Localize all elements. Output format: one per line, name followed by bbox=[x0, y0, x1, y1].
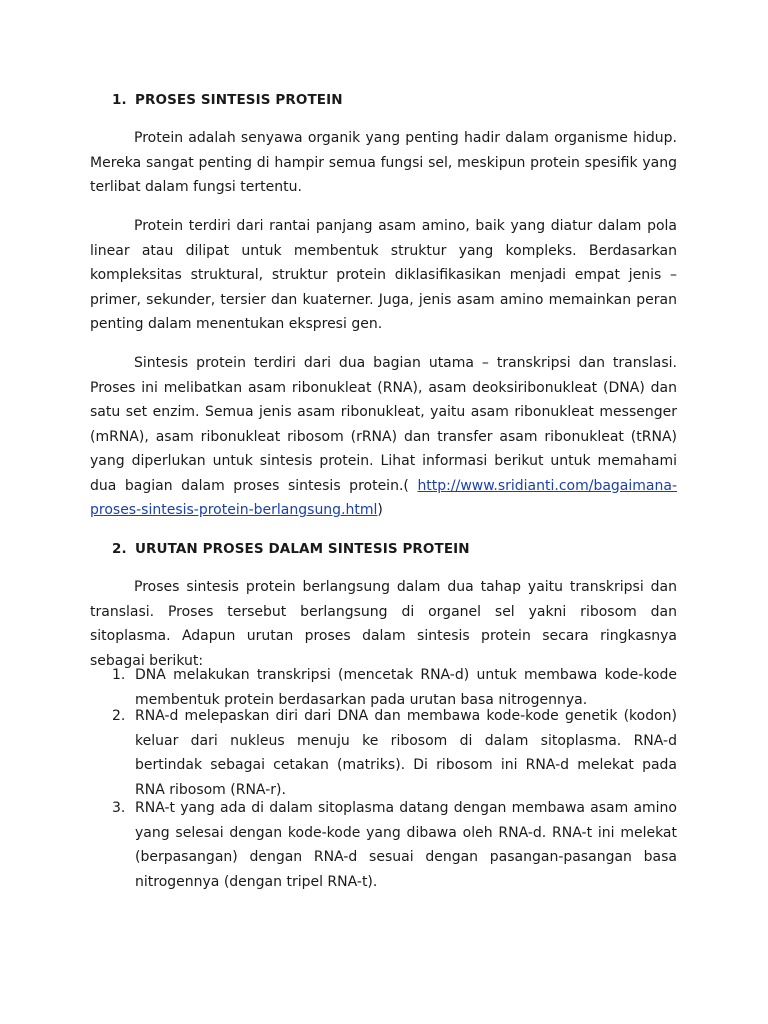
section-1-paragraph-3-text: Sintesis protein terdiri dari dua bagian utama – transkripsi dan translasi. Proses ini melibatkan asam ribonukleat (RNA), asam deoksiribonukleat (DNA) dan satu set enzim. Semua jenis asam ribonukleat, yaitu asam ribonukleat messenger (mRNA), asam ribonukleat ribosom (rRNA) dan transfer asam ribonukleat (tRNA) yang diperlukan untuk sintesis protein. Lihat informasi berikut untuk memahami dua bagian dalam proses sintesis protein.( bbox=[90, 355, 677, 494]
list-item bbox=[112, 796, 677, 894]
section-1-paragraph-3-close: ) bbox=[377, 502, 383, 518]
section-1-number: 1. bbox=[112, 92, 127, 108]
section-2-heading bbox=[112, 541, 470, 557]
section-1-paragraph-1: Protein adalah senyawa organik yang penting hadir dalam organisme hidup. Mereka sangat penting di hampir semua fungsi sel, meskipun protein spesifik yang terlibat dalam fungsi tertentu. bbox=[90, 130, 677, 195]
list-item-number: 3. bbox=[112, 800, 126, 816]
section-2-number: 2. bbox=[112, 541, 127, 557]
list-item-text: RNA-d melepaskan diri dari DNA dan membawa kode-kode genetik (kodon) keluar dari nukleus menuju ke ribosom di dalam sitoplasma. RNA-d bertindak sebagai cetakan (matriks). Di ribosom ini RNA-d melekat pada RNA ribosom (RNA-r). bbox=[135, 708, 677, 798]
section-1-paragraph-3 bbox=[90, 351, 677, 523]
section-2-title: URUTAN PROSES DALAM SINTESIS PROTEIN bbox=[135, 541, 470, 557]
section-1-heading bbox=[112, 92, 343, 108]
section-1-title: PROSES SINTESIS PROTEIN bbox=[135, 92, 343, 108]
list-item-number: 2. bbox=[112, 708, 126, 724]
list-item-text: RNA-t yang ada di dalam sitoplasma datang dengan membawa asam amino yang selesai dengan kode-kode yang dibawa oleh RNA-d. RNA-t ini melekat (berpasangan) dengan RNA-d sesuai dengan pasangan-pasangan basa nitrogennya (dengan tripel RNA-t). bbox=[135, 800, 677, 890]
section-1-paragraph-2: Protein terdiri dari rantai panjang asam amino, baik yang diatur dalam pola linear atau dilipat untuk membentuk struktur yang kompleks. Berdasarkan kompleksitas struktural, struktur protein diklasifikasikan menjadi empat jenis – primer, sekunder, tersier dan kuaterner. Juga, jenis asam amino memainkan peran penting dalam menentukan ekspresi gen. bbox=[90, 218, 677, 332]
list-item bbox=[112, 704, 677, 802]
list-item-number: 1. bbox=[112, 667, 126, 683]
list-item-text: DNA melakukan transkripsi (mencetak RNA-d) untuk membawa kode-kode membentuk protein berdasarkan pada urutan basa nitrogennya. bbox=[135, 667, 677, 708]
source-link[interactable]: http://www.sridianti.com/bagaimana-proses-sintesis-protein-berlangsung.html bbox=[90, 477, 677, 518]
section-2-intro: Proses sintesis protein berlangsung dalam dua tahap yaitu transkripsi dan translasi. Proses tersebut berlangsung di organel sel yakni ribosom dan sitoplasma. Adapun urutan proses dalam sintesis protein secara ringkasnya sebagai berikut: bbox=[90, 579, 677, 669]
